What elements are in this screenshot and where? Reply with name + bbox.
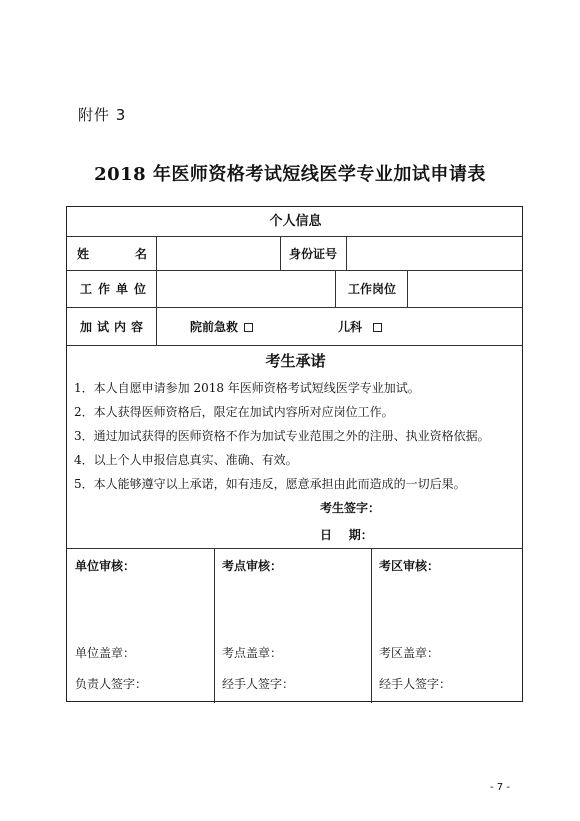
id-number-label: 身份证号 xyxy=(289,247,338,261)
pediatrics-checkbox[interactable] xyxy=(373,323,382,332)
prehospital-checkbox[interactable] xyxy=(244,323,253,332)
column-divider xyxy=(156,307,157,345)
row-divider xyxy=(67,270,522,271)
column-divider xyxy=(335,270,336,307)
candidate-signature-label: 考生签字： xyxy=(320,501,381,515)
page-number: - 7 - xyxy=(490,782,510,793)
pledge-item: 4．以上个人申报信息真实、准确、有效。 xyxy=(74,453,298,467)
personal-info-header: 个人信息 xyxy=(269,214,322,229)
prehospital-option-label: 院前急救 xyxy=(190,320,239,334)
site-review-label: 考点审核： xyxy=(222,559,283,573)
row-divider xyxy=(67,345,522,346)
district-review-label: 考区审核： xyxy=(379,559,440,573)
column-divider xyxy=(280,236,281,270)
site-handler-signature-label: 经手人签字： xyxy=(222,677,295,691)
name-label-text-end: 名 xyxy=(134,247,147,261)
column-divider xyxy=(156,236,157,307)
work-position-label: 工作岗位 xyxy=(348,282,397,296)
row-divider xyxy=(67,548,522,549)
application-form xyxy=(66,206,523,702)
column-divider xyxy=(214,548,215,703)
pledge-item: 5．本人能够遵守以上承诺，如有违反，愿意承担由此而造成的一切后果。 xyxy=(74,477,466,491)
site-seal-label: 考点盖章： xyxy=(222,646,283,660)
pediatrics-option-label: 儿科 xyxy=(338,320,363,334)
pledge-header: 考生承诺 xyxy=(265,352,326,370)
unit-review-label: 单位审核： xyxy=(75,559,136,573)
unit-seal-label: 单位盖章： xyxy=(75,646,136,660)
pledge-item: 1．本人自愿申请参加 2018 年医师资格考试短线医学专业加试。 xyxy=(74,381,420,395)
responsible-signature-label: 负责人签字： xyxy=(75,677,148,691)
exam-content-label: 加试内容 xyxy=(80,320,149,334)
district-handler-signature-label: 经手人签字： xyxy=(379,677,452,691)
date-label: 日 期： xyxy=(320,528,373,542)
column-divider xyxy=(346,236,347,270)
document-title: 2018 年医师资格考试短线医学专业加试申请表 xyxy=(94,164,486,185)
column-divider xyxy=(371,548,372,703)
district-seal-label: 考区盖章： xyxy=(379,646,440,660)
row-divider xyxy=(67,236,522,237)
name-label-text: 姓 xyxy=(77,247,90,261)
pledge-item: 2．本人获得医师资格后，限定在加试内容所对应岗位工作。 xyxy=(74,405,394,419)
name-label xyxy=(77,247,147,261)
pledge-item: 3．通过加试获得的医师资格不作为加试专业范围之外的注册、执业资格依据。 xyxy=(74,429,490,443)
work-unit-label: 工作单位 xyxy=(80,282,153,296)
attachment-label: 附件 3 xyxy=(78,106,127,124)
column-divider xyxy=(407,270,408,307)
row-divider xyxy=(67,307,522,308)
